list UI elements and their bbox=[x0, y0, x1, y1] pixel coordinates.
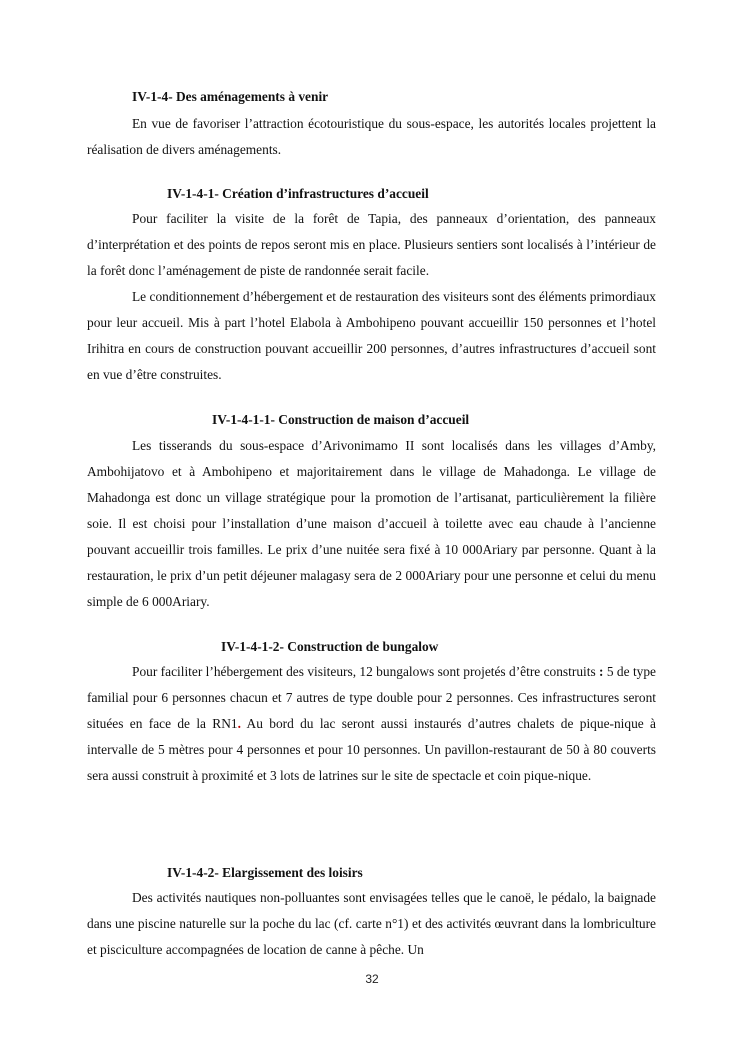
heading-iv-1-4-1: IV-1-4-1- Création d’infrastructures d’accueil bbox=[167, 186, 429, 201]
text-span: Au bord du lac seront aussi instaurés d’autres chalets de pique-nique à intervalle de 5 mètres pour 4 personnes et pour 10 personnes. Un pavillon-restaurant de 50 à 80 couverts sera aussi construit à proximité et 3 lots de latrines sur le site de spectacle et coin pique-nique. bbox=[87, 716, 656, 783]
paragraph-foret-tapia bbox=[87, 206, 656, 388]
page-number: 32 bbox=[365, 972, 379, 986]
heading-iv-1-4-1-2: IV-1-4-1-2- Construction de bungalow bbox=[221, 639, 439, 654]
colon-span: : bbox=[595, 664, 607, 679]
paragraph-text: Pour faciliter la visite de la forêt de Tapia, des panneaux d’orientation, des panneaux d’interprétation et des points de repos seront mis en place. Plusieurs sentiers sont localisés à l’intérieur de la forêt donc l’aménagement de piste de randonnée serait facile. bbox=[87, 211, 656, 278]
heading-iv-1-4-1-1: IV-1-4-1-1- Construction de maison d’accueil bbox=[212, 412, 470, 427]
paragraph-loisirs bbox=[87, 885, 656, 963]
paragraph-text bbox=[87, 659, 656, 789]
heading-iv-1-4: IV-1-4- Des aménagements à venir bbox=[132, 89, 329, 104]
paragraph-text: Le conditionnement d’hébergement et de restauration des visiteurs sont des éléments primordiaux pour leur accueil. Mis à part l’hotel Elabola à Ambohipeno pouvant accueillir 150 personnes et l’hotel Irihitra en cours de construction pouvant accueillir 200 personnes, d’autres infrastructures d’accueil sont en vue d’être construites. bbox=[87, 289, 656, 382]
text-span: Pour faciliter l’hébergement des visiteurs, 12 bungalows sont projetés d’être construits bbox=[132, 664, 596, 679]
paragraph-text: Les tisserands du sous-espace d’Arivonimamo II sont localisés dans les villages d’Amby, Ambohijatovo et à Ambohipeno et majoritairement dans le village de Mahadonga. Le village de Mahadonga est donc un village stratégique pour la promotion de l’artisanat, particulièrement la filière soie. Il est choisi pour l’installation d’une maison d’accueil à toilette avec eau chaude à l’ancienne pouvant accueillir trois familles. Le prix d’une nuitée sera fixé à 10 000Ariary par personne. Quant à la restauration, le prix d’un petit déjeuner malagasy sera de 2 000Ariary pour une personne et celui du menu simple de 6 000Ariary. bbox=[87, 438, 656, 609]
heading-iv-1-4-2: IV-1-4-2- Elargissement des loisirs bbox=[167, 865, 363, 880]
text-span: 5 de type familial pour 6 personnes chacun et 7 autres de type double pour 2 personnes. Ces infrastructures seront situées en face de la RN1 bbox=[87, 664, 656, 731]
paragraph-intro bbox=[87, 111, 656, 163]
paragraph-text: Des activités nautiques non-polluantes sont envisagées telles que le canoë, le pédalo, la baignade dans une piscine naturelle sur la poche du lac (cf. carte n°1) et des activités œuvrant dans la lombriculture et pisciculture accompagnées de location de canne à pêche. Un bbox=[87, 890, 656, 957]
paragraph-text: En vue de favoriser l’attraction écotouristique du sous-espace, les autorités locales projettent la réalisation de divers aménagements. bbox=[87, 116, 656, 157]
red-period-span: . bbox=[237, 716, 241, 731]
paragraph-bungalow bbox=[87, 659, 656, 789]
paragraph-maison-accueil bbox=[87, 433, 656, 615]
